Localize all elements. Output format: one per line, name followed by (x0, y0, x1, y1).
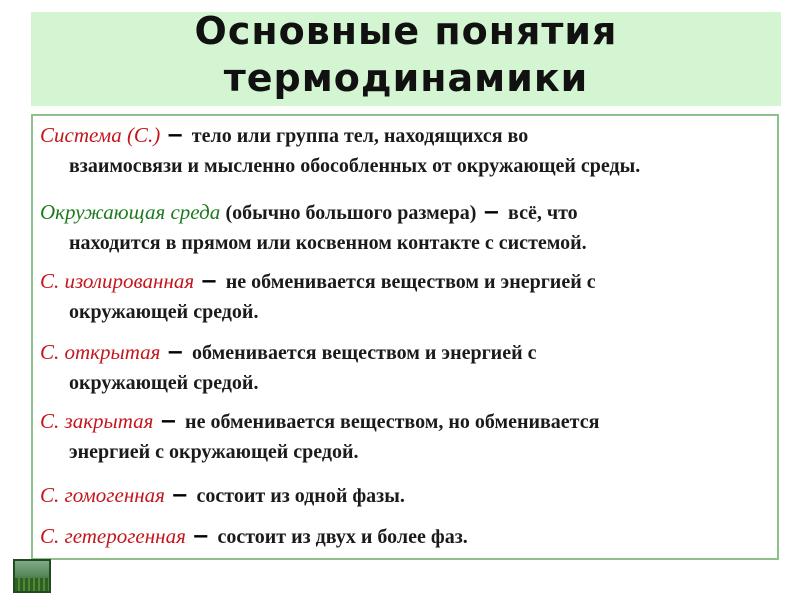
definition-text: всё, что (508, 202, 578, 224)
definition-note: (обычно большого размера) (225, 202, 477, 224)
term-environment: Окружающая среда (40, 200, 221, 224)
term-homogeneous: С. гомогенная (40, 483, 165, 507)
definition-text: не обменивается веществом и энергией с (225, 271, 596, 293)
dash: − (482, 200, 501, 224)
term-open: С. открытая (40, 340, 161, 364)
term-closed: С. закрытая (40, 409, 154, 433)
definition-text-continued: окружающей средой. (69, 301, 259, 323)
definition-text: состоит из одной фазы. (196, 485, 405, 507)
definition-item-heterogeneous (40, 521, 468, 552)
dash: − (166, 123, 184, 147)
title-line-1: Основные понятия (194, 9, 618, 53)
definition-item-system (40, 120, 640, 181)
definition-item-environment (40, 197, 587, 258)
dash: − (170, 483, 189, 507)
dash: − (191, 524, 210, 548)
definition-item-isolated (40, 266, 596, 327)
definition-text: обменивается веществом и энергией с (192, 342, 537, 364)
term-isolated: С. изолированная (40, 269, 195, 293)
definition-text: не обменивается веществом, но обменивается (185, 411, 600, 433)
dash: − (200, 269, 218, 293)
term-system: Система (С.) (40, 123, 161, 147)
definition-item-closed (40, 406, 599, 467)
definition-text-continued: окружающей средой. (69, 372, 259, 394)
definition-text: состоит из двух и более фаз. (217, 526, 468, 548)
definition-text: тело или группа тел, находящихся во (191, 125, 529, 147)
grass-field-icon (13, 559, 51, 593)
definition-item-open (40, 337, 536, 398)
dash: − (159, 409, 178, 433)
definition-text-continued: находится в прямом или косвенном контакте с системой. (69, 232, 587, 254)
definition-item-homogeneous (40, 480, 405, 511)
dash: − (166, 340, 185, 364)
title-line-2: термодинамики (223, 56, 589, 100)
definition-text-continued: энергией с окружающей средой. (69, 441, 359, 463)
definition-text-continued: взаимосвязи и мысленно обособленных от окружающей среды. (69, 155, 641, 177)
slide-title (31, 8, 781, 102)
term-heterogeneous: С. гетерогенная (40, 524, 186, 548)
